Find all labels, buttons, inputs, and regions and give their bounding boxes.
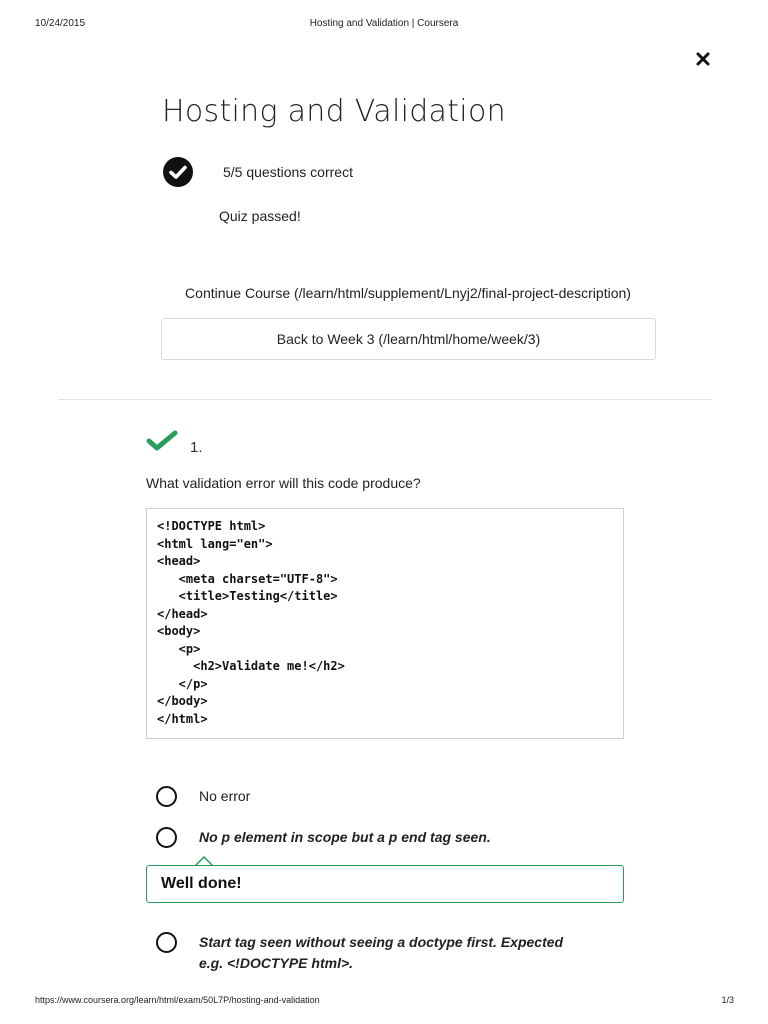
option-radio-p-end-tag[interactable] xyxy=(156,827,177,848)
code-line: <p> xyxy=(157,641,201,656)
pass-status-text: Quiz passed! xyxy=(219,208,301,224)
continue-course-link[interactable]: Continue Course (/learn/html/supplement/Lnyj2/final-project-description) xyxy=(185,285,631,301)
option-radio-doctype[interactable] xyxy=(156,932,177,953)
code-line: <title>Testing</title> xyxy=(157,589,338,603)
print-page-number: 1/3 xyxy=(721,995,734,1005)
page-title: Hosting and Validation xyxy=(162,94,506,129)
code-line: <!DOCTYPE html> xyxy=(157,519,266,533)
back-to-week-button[interactable]: Back to Week 3 (/learn/html/home/week/3) xyxy=(161,318,656,360)
code-line: <html lang="en"> xyxy=(157,536,273,551)
option-label-no-error[interactable]: No error xyxy=(199,788,251,804)
check-circle-icon xyxy=(162,156,194,188)
close-icon[interactable] xyxy=(694,50,712,68)
code-line: <head> xyxy=(157,554,201,568)
option-radio-no-error[interactable] xyxy=(156,786,177,807)
feedback-text: Well done! xyxy=(161,875,242,892)
code-line: </p> xyxy=(157,676,208,691)
print-url: https://www.coursera.org/learn/html/exam/50L7P/hosting-and-validation xyxy=(35,995,320,1005)
score-text: 5/5 questions correct xyxy=(223,164,353,180)
option-label-p-end-tag[interactable]: No p element in scope but a p end tag seen. xyxy=(199,829,491,845)
code-line: </html> xyxy=(157,711,208,726)
feedback-box xyxy=(146,865,624,903)
option-label-doctype-line2[interactable]: e.g. <!DOCTYPE html>. xyxy=(199,955,354,971)
question-number: 1. xyxy=(190,439,203,456)
code-line: </body> xyxy=(157,694,208,708)
code-line: <h2>Validate me!</h2> xyxy=(157,659,345,673)
print-title: Hosting and Validation | Coursera xyxy=(309,18,459,29)
print-date: 10/24/2015 xyxy=(35,18,86,29)
code-line: <meta charset="UTF-8"> xyxy=(157,571,338,586)
section-divider xyxy=(58,399,711,400)
question-prompt: What validation error will this code produce? xyxy=(146,475,421,491)
code-block xyxy=(146,508,624,739)
checkmark-icon xyxy=(145,428,179,454)
option-label-doctype[interactable]: Start tag seen without seeing a doctype first. Expected xyxy=(199,934,564,950)
code-line: </head> xyxy=(157,606,208,621)
code-line: <body> xyxy=(157,624,201,638)
